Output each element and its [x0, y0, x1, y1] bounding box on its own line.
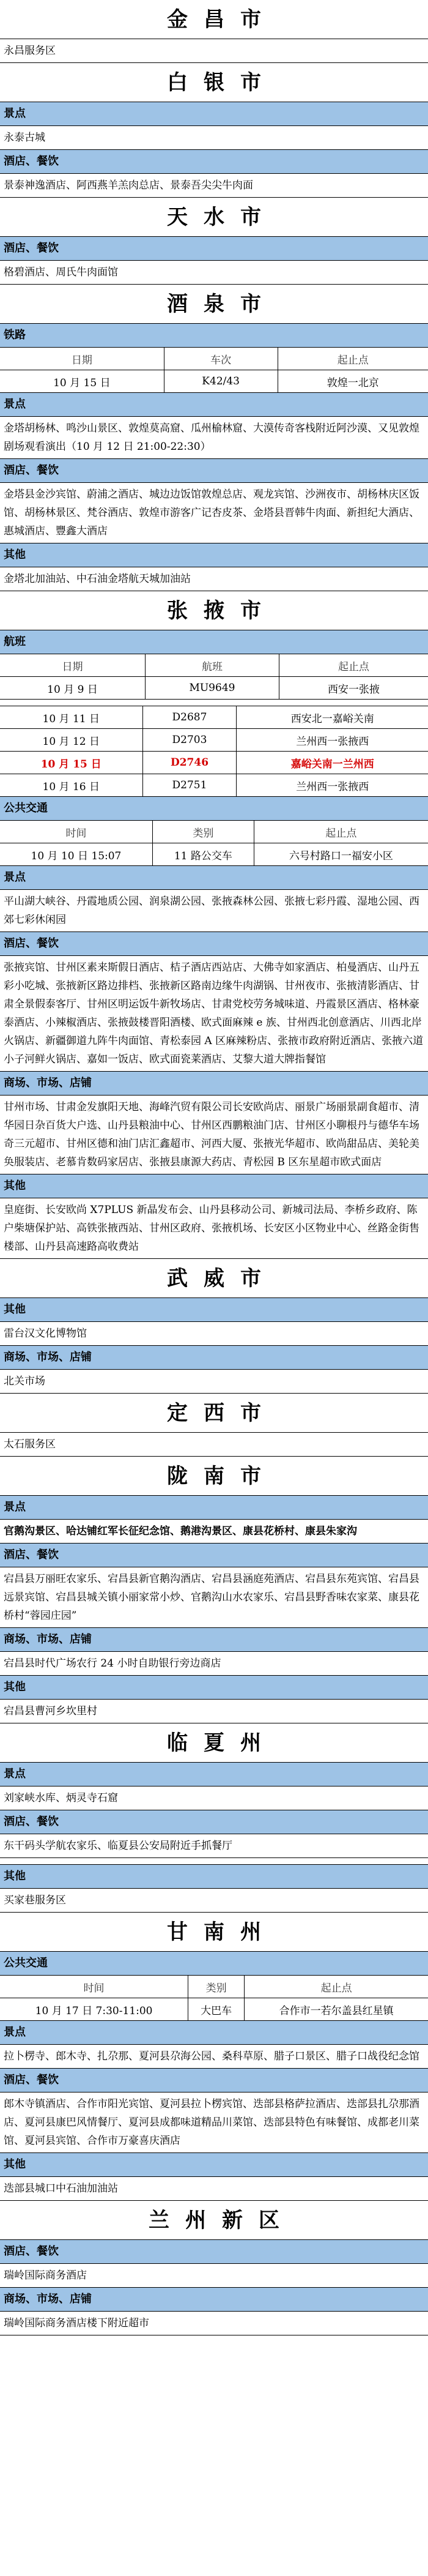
section-label: 景点: [0, 866, 428, 890]
table-header-cell: 时间: [0, 1976, 188, 1998]
table-header-row: [0, 654, 428, 677]
table-header-row: [0, 348, 428, 370]
table-header-row: [0, 821, 428, 843]
section-content: 官鹅沟景区、哈达铺红军长征纪念馆、鹅港沟景区、康县花桥村、康县朱家沟: [0, 1520, 428, 1544]
table-header-cell: 类别: [188, 1976, 245, 1998]
table-row: [0, 752, 428, 774]
table-header-row: [0, 1976, 428, 1998]
city-heading: 张掖市: [0, 591, 428, 630]
table-row: [0, 370, 428, 393]
section-label: 商场、市场、店铺: [0, 1346, 428, 1370]
section-content: 格碧酒店、周氏牛肉面馆: [0, 261, 428, 285]
section-label: 酒店、餐饮: [0, 150, 428, 174]
section-content: 雷台汉文化博物馆: [0, 1322, 428, 1346]
section-label: 酒店、餐饮: [0, 237, 428, 261]
section-content: 平山湖大峡谷、丹霞地质公园、润泉湖公园、张掖森林公园、张掖七彩丹霞、湿地公园、西郊七彩休闲园: [0, 890, 428, 932]
section-label: 酒店、餐饮: [0, 2069, 428, 2093]
section-label: 商场、市场、店铺: [0, 1072, 428, 1096]
table-cell: 10 月 9 日: [0, 677, 146, 700]
table-cell: 合作市一若尔盖县红星镇: [245, 1998, 428, 2021]
table-cell: 10 月 15 日: [0, 370, 164, 393]
section-label: 其他: [0, 543, 428, 567]
section-label: 景点: [0, 393, 428, 417]
section-content: 金塔北加油站、中石油金塔航天城加油站: [0, 567, 428, 591]
section-label: 铁路: [0, 324, 428, 348]
table-cell: 敦煌一北京: [278, 370, 428, 393]
table-header-cell: 起止点: [245, 1976, 428, 1998]
table-header-cell: 时间: [0, 821, 152, 843]
page-bottom-space: [0, 2335, 428, 2360]
section-content: 刘家峡水库、炳灵寺石窟: [0, 1786, 428, 1810]
table-row: [0, 843, 428, 866]
section-content: 皇庭街、长安欧尚 X7PLUS 新晶发布会、山丹县移动公司、新城司法局、李桥乡政府、陈户柴塘保护站、高铁张掖西站、甘州区政府、张掖机场、长安区小区物业中心、丝路金街售楼部、山丹县高速路高收费站: [0, 1198, 428, 1259]
table-cell: 大巴车: [188, 1998, 245, 2021]
section-content: 永昌服务区: [0, 39, 428, 63]
table-cell: MU9649: [146, 677, 279, 700]
section-content: 东干码头学航农家乐、临夏县公安局附近手抓餐厅: [0, 1834, 428, 1858]
section-label: 景点: [0, 2021, 428, 2045]
table-row: [0, 729, 428, 752]
table-row: [0, 706, 428, 729]
section-content: 拉卜楞寺、郎木寺、扎尕那、夏河县尕海公园、桑科草原、腊子口景区、腊子口战役纪念馆: [0, 2045, 428, 2069]
table-cell: 11 路公交车: [152, 843, 254, 866]
city-heading: 甘南州: [0, 1913, 428, 1952]
city-heading: 武威市: [0, 1259, 428, 1298]
table-header-cell: 起止点: [278, 348, 428, 370]
schedule-table: [0, 654, 428, 700]
table-cell: D2751: [142, 774, 237, 797]
city-heading: 定西市: [0, 1394, 428, 1433]
city-heading: 白银市: [0, 63, 428, 102]
section-label: 公共交通: [0, 1952, 428, 1976]
section-content: 景泰神逸酒店、阿西燕羊羔肉总店、景泰吾尖尖牛肉面: [0, 174, 428, 198]
table-header-cell: 日期: [0, 348, 164, 370]
table-cell: 10 月 12 日: [0, 729, 142, 752]
section-content: 太石服务区: [0, 1433, 428, 1457]
section-label: 景点: [0, 1763, 428, 1786]
section-label: 其他: [0, 1298, 428, 1322]
table-cell: 西安北一嘉峪关南: [237, 706, 428, 729]
section-content: 宕昌县曹河乡坎里村: [0, 1700, 428, 1723]
section-content: 买家巷服务区: [0, 1889, 428, 1913]
section-label: 酒店、餐饮: [0, 932, 428, 956]
section-label: 其他: [0, 1676, 428, 1700]
section-content: 瑞岭国际商务酒店楼下附近超市: [0, 2312, 428, 2335]
section-label: 其他: [0, 2153, 428, 2177]
section-content: 张掖宾馆、甘州区素来斯假日酒店、桔子酒店西站店、大佛寺如家酒店、柏曼酒店、山丹五彩小吃城、张掖新区路边排档、张掖新区路南边缘牛肉湖锅、甘州夜市、张掖清影酒店、甘肃全景假泰客厅、甘州区明运饭牛新牧场店、甘肃党校劳务城味道、丹霞景区酒店、格林豪泰酒店、小辣椒酒店、张掖鼓楼晋阳酒楼、欧式面麻辣 e 族、甘州西北创意酒店、川西北岸火锅店、新疆御道九阵牛肉面馆、青松泰园 A 区麻辣粉店、张掖市政府附近酒店、张掖六道小子河鲜火锅店、嘉如一饭店、欧式面瓷莱酒店、艾黎大道大牌指餐馆: [0, 956, 428, 1072]
section-content: 郎木寺镇酒店、合作市阳光宾馆、夏河县拉卜楞宾馆、迭部县格萨拉酒店、迭部县扎尕那酒店、夏河县康巴风情餐厅、夏河县成都味道精品川菜馆、迭部县特色有味餐馆、成都老川菜馆、夏河县宾馆、合作市万豪喜庆酒店: [0, 2093, 428, 2153]
city-heading: 临夏州: [0, 1723, 428, 1763]
city-heading: 陇南市: [0, 1457, 428, 1496]
table-row: [0, 677, 428, 700]
table-header-cell: 类别: [152, 821, 254, 843]
table-cell: 六号村路口一福安小区: [254, 843, 428, 866]
table-cell: 兰州西一张掖西: [237, 729, 428, 752]
section-label: 航班: [0, 630, 428, 654]
section-label: 商场、市场、店铺: [0, 2288, 428, 2312]
table-cell: D2746: [142, 752, 237, 774]
table-cell: 10 月 15 日: [0, 752, 142, 774]
city-heading: 兰州新区: [0, 2201, 428, 2240]
section-label: 景点: [0, 1496, 428, 1520]
section-label: 酒店、餐饮: [0, 1810, 428, 1834]
section-label: 商场、市场、店铺: [0, 1628, 428, 1652]
section-content: 北关市场: [0, 1370, 428, 1394]
section-gap: [0, 1858, 428, 1865]
table-cell: 10 月 17 日 7:30-11:00: [0, 1998, 188, 2021]
table-row: [0, 774, 428, 797]
section-content: 瑞岭国际商务酒店: [0, 2264, 428, 2288]
city-heading: 酒泉市: [0, 285, 428, 324]
section-content: 甘州市场、甘肃金发旗阳天地、海峰汽贸有限公司长安欧尚店、丽景广场丽景副食超市、清华园日杂百货大户选、山丹县粮油中心、甘州区西鹏粮油门店、甘州区小聊根丹与德华车场奇三元超市、甘州区德和油门店汇鑫超市、河西大厦、张掖光华超市、欧尚甜品店、美轮美奂服装店、老慕肯数码家居店、张掖县康源大药店、青松园 B 区东星超市欧式面店: [0, 1096, 428, 1174]
table-cell: 西安一张掖: [279, 677, 428, 700]
schedule-table: [0, 706, 428, 797]
table-cell: 10 月 10 日 15:07: [0, 843, 152, 866]
section-label: 景点: [0, 102, 428, 126]
table-cell: K42/43: [164, 370, 278, 393]
schedule-table: [0, 348, 428, 393]
table-header-cell: 车次: [164, 348, 278, 370]
section-label: 其他: [0, 1865, 428, 1889]
table-cell: 10 月 11 日: [0, 706, 142, 729]
table-cell: D2687: [142, 706, 237, 729]
section-label: 其他: [0, 1174, 428, 1198]
section-label: 酒店、餐饮: [0, 459, 428, 483]
table-row: [0, 1998, 428, 2021]
table-header-cell: 起止点: [279, 654, 428, 677]
table-cell: 兰州西一张掖西: [237, 774, 428, 797]
table-cell: D2703: [142, 729, 237, 752]
section-label: 公共交通: [0, 797, 428, 821]
section-label: 酒店、餐饮: [0, 1544, 428, 1567]
table-cell: 10 月 16 日: [0, 774, 142, 797]
section-content: 迭部县城口中石油加油站: [0, 2177, 428, 2201]
table-header-cell: 日期: [0, 654, 146, 677]
section-content: 金塔胡杨林、鸣沙山景区、敦煌莫高窟、瓜州榆林窟、大漠传奇客栈附近阿沙漠、又见敦煌剧场观看演出（10 月 12 日 21:00-22:30）: [0, 417, 428, 459]
city-heading: 天水市: [0, 198, 428, 237]
schedule-table: [0, 1976, 428, 2021]
table-cell: 嘉峪关南一兰州西: [237, 752, 428, 774]
city-heading: 金昌市: [0, 0, 428, 39]
schedule-table: [0, 821, 428, 866]
table-header-cell: 起止点: [254, 821, 428, 843]
section-label: 酒店、餐饮: [0, 2240, 428, 2264]
section-content: 金塔县金沙宾馆、蔚浦之酒店、城边边饭馆敦煌总店、观龙宾馆、沙洲夜市、胡杨林庆区饭馆、胡杨林景区、梵谷酒店、敦煌市游客广记杏皮茶、金塔县晋韩牛肉面、新担纪大酒店、惠城酒店、豐鑫大酒店: [0, 483, 428, 543]
section-gap: [0, 700, 428, 706]
section-content: 宕昌县时代广场农行 24 小时自助银行旁边商店: [0, 1652, 428, 1676]
table-header-cell: 航班: [146, 654, 279, 677]
section-content: 永泰古城: [0, 126, 428, 150]
section-content: 宕昌县万丽旺农家乐、宕昌县新官鹅沟酒店、宕昌县涵庭苑酒店、宕昌县东苑宾馆、宕昌县远景宾馆、宕昌县城关镇小丽家常小炒、官鹅沟山水农家乐、宕昌县野香味农家菜、康县花桥村“蓉园庄园”: [0, 1567, 428, 1628]
